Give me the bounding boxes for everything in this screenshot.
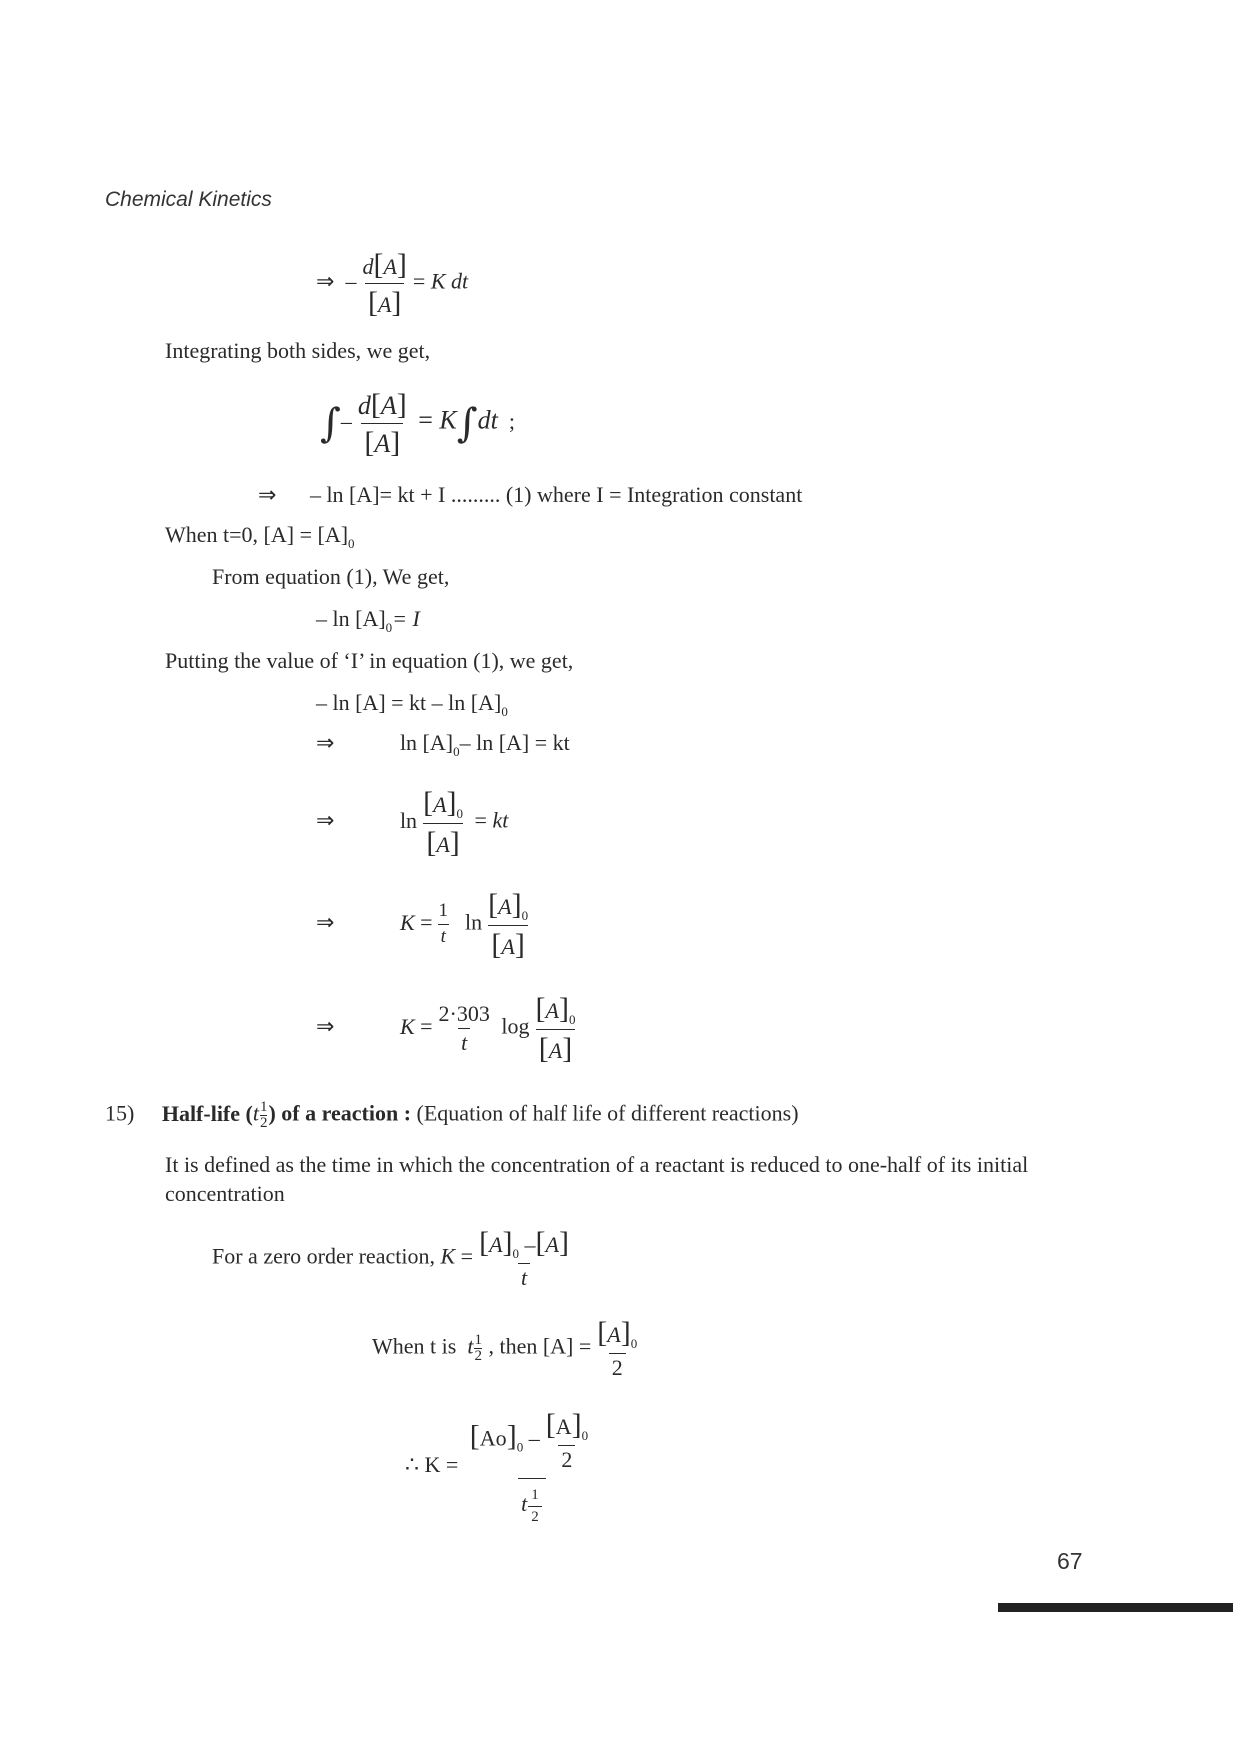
- zero-order-equation: For a zero order reaction, K = $\frac{[A]_0 -[A]}{t}$: [212, 1226, 569, 1291]
- equation-step-2: ⇒ $\ln [A]_0-$ ln [A] = kt: [316, 730, 570, 759]
- equation-step-1: – ln [A] = kt – $\ln [A]_0$: [316, 690, 508, 719]
- implies-arrow-icon: ⇒: [316, 808, 335, 834]
- equation-step-3: ⇒ ln $\frac{[A]_0}{[A]}$ = kt: [316, 786, 509, 860]
- integrating-text: Integrating both sides, we get,: [165, 338, 431, 363]
- footer-rule: [998, 1603, 1233, 1612]
- equation-rate-expression: ⇒ – $\frac{d[A]}{[A]}$ = K dt: [316, 248, 469, 319]
- initial-condition: When t=0, $[A] = [A]_0$: [165, 522, 355, 551]
- implies-arrow-icon: ⇒: [316, 1014, 335, 1040]
- from-equation-text: From equation (1), We get,: [212, 564, 450, 589]
- implies-arrow-icon: ⇒: [258, 483, 277, 508]
- equation-step-4: ⇒ K = $\frac{1}{t}$ ln $\frac{[A]_0}{[A]}$: [316, 888, 529, 962]
- half-life-condition: When t is t $\frac{1}{2}$ , then [A] = $\frac{[A]_0}{2}$: [372, 1316, 638, 1381]
- equation-step-5: ⇒ K = $\frac{2\cdot 303}{t}$ log $\frac{[A]_0}{[A]}$: [316, 992, 576, 1066]
- implies-arrow-icon: ⇒: [316, 910, 335, 936]
- section-heading: 15) Half-life (t $\frac{1}{2}$ ) of a reaction : (Equation of half life of different reactions): [105, 1099, 799, 1131]
- half-life-k-equation: ∴ K = $[Ao]_0$ – $\frac{[A]_0}{2}$ t $\frac{1}{2}$: [405, 1408, 589, 1525]
- equation-1: ⇒ – ln [A]= kt + I ......... (1) where I = Integration constant: [258, 482, 803, 508]
- equation-integral: ∫– $\frac{d[A]}{[A]}$ = K∫dt ;: [320, 388, 515, 459]
- implies-arrow-icon: ⇒: [316, 731, 335, 756]
- implies-arrow-icon: ⇒: [316, 269, 335, 295]
- equation-ln-a0: – $\ln [A]_0= I$: [316, 606, 420, 635]
- page-number: 67: [1057, 1548, 1083, 1574]
- definition-paragraph: It is defined as the time in which the concentration of a reactant is reduced to one-half of its initial concentration: [165, 1152, 1029, 1206]
- running-header: Chemical Kinetics: [105, 188, 272, 211]
- putting-text: Putting the value of ‘I’ in equation (1), we get,: [165, 648, 574, 673]
